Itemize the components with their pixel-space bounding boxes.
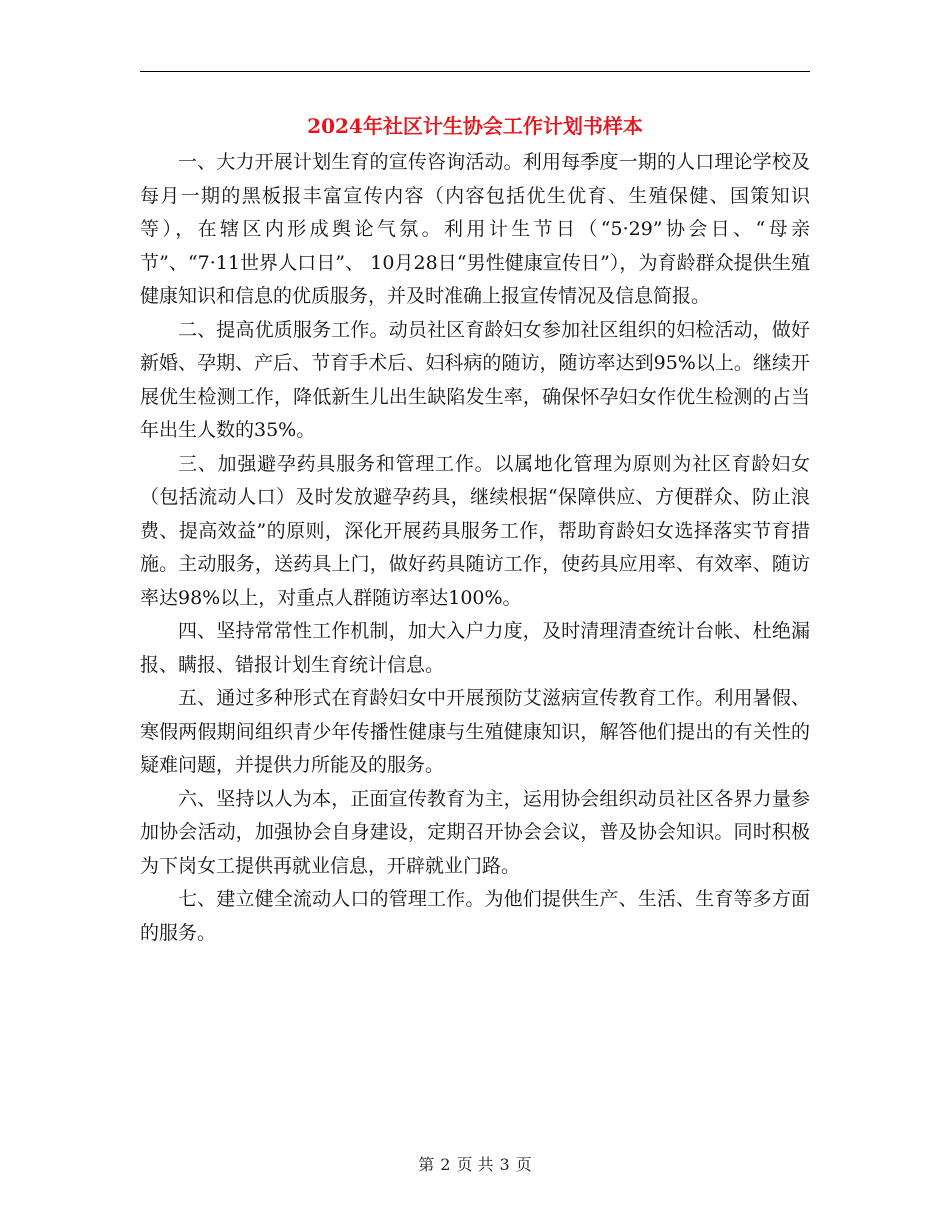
paragraph-5: 五、通过多种形式在育龄妇女中开展预防艾滋病宣传教育工作。利用暑假、寒假两假期间组织青少年传播性健康与生殖健康知识，解答他们提出的有关性的疑难问题，并提供力所能及的服务。 [140, 687, 810, 776]
paragraph-3: 三、加强避孕药具服务和管理工作。以属地化管理为原则为社区育龄妇女（包括流动人口）及时发放避孕药具，继续根据“保障供应、方便群众、防止浪费、提高效益”的原则，深化开展药具服务工作，帮助育龄妇女选择落实节育措施。主动服务，送药具上门，做好药具随访工作，使药具应用率、有效率、随访率达98%以上，对重点人群随访率达100%。 [140, 452, 810, 609]
page-mid: 页 共 [456, 1155, 494, 1174]
paragraph-2: 二、提高优质服务工作。动员社区育龄妇女参加社区组织的妇检活动，做好新婚、孕期、产后、节育手术后、妇科病的随访，随访率达到95%以上。继续开展优生检测工作，降低新生儿出生缺陷发生率，确保怀孕妇女作优生检测的占当年出生人数的35%。 [140, 318, 810, 441]
header-rule [140, 71, 810, 72]
page-total: 3 [499, 1155, 510, 1174]
page-suffix: 页 [515, 1155, 532, 1174]
paragraph-1: 一、大力开展计划生育的宣传咨询活动。利用每季度一期的人口理论学校及每月一期的黑板报丰富宣传内容（内容包括优生优育、生殖保健、国策知识等），在辖区内形成舆论气氛。利用计生节日（“5·29”协会日、“母亲节”、“7·11世界人口日”、 10月28日“男性健康宣传日”），为育龄群众提供生殖健康知识和信息的优质服务，并及时准确上报宣传情况及信息简报。 [140, 151, 810, 307]
paragraph-6: 六、坚持以人为本，正面宣传教育为主，运用协会组织动员社区各界力量参加协会活动，加强协会自身建设，定期召开协会会议，普及协会知识。同时积极为下岗女工提供再就业信息，开辟就业门路。 [140, 787, 810, 877]
page-footer [0, 1154, 950, 1176]
paragraph-4: 四、坚持常常性工作机制，加大入户力度，及时清理清查统计台帐、杜绝漏报、瞒报、错报计划生育统计信息。 [140, 620, 810, 676]
page-prefix: 第 [418, 1155, 435, 1174]
document-body [140, 146, 810, 950]
page-current: 2 [440, 1155, 451, 1174]
document-title: 2024年社区计生协会工作计划书样本 [307, 114, 643, 138]
paragraph-7: 七、建立健全流动人口的管理工作。为他们提供生产、生活、生育等多方面的服务。 [140, 888, 810, 944]
